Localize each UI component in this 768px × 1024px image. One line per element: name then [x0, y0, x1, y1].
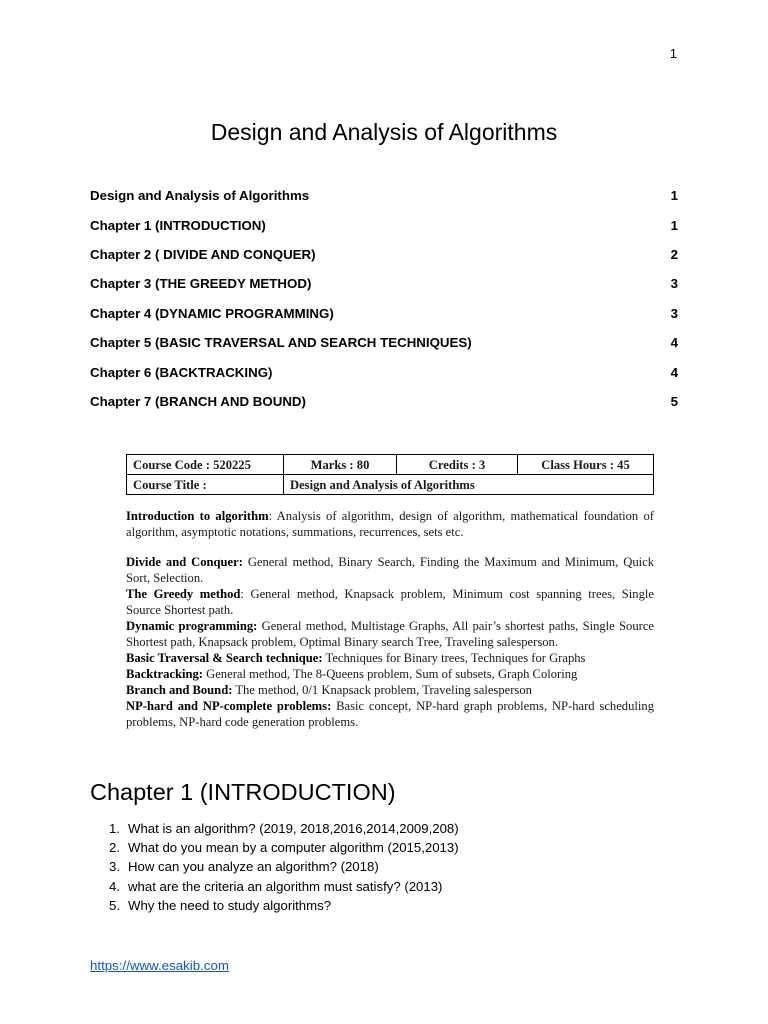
toc-entry-page: 1 — [670, 217, 678, 233]
list-item — [91, 821, 459, 840]
toc-entry-page: 5 — [670, 393, 678, 409]
list-item — [91, 898, 459, 917]
toc-entry[interactable] — [90, 357, 678, 386]
list-item — [91, 879, 459, 898]
list-item-number: 5. — [109, 897, 120, 913]
syllabus-topic — [126, 618, 654, 650]
syllabus-image — [126, 454, 654, 730]
course-title-value-cell: Design and Analysis of Algorithms — [284, 475, 654, 495]
table-of-contents — [90, 181, 678, 416]
course-code-cell: Course Code : 520225 — [127, 455, 284, 475]
list-item-number: 1. — [109, 821, 120, 836]
list-item-text: what are the criteria an algorithm must satisfy? (2013) — [128, 878, 443, 894]
syllabus-topic-text: Basic concept, NP-hard graph problems, NP-hard scheduling problems, NP-hard code generation problems. — [126, 699, 654, 729]
syllabus-topic — [126, 650, 654, 666]
toc-entry-label[interactable]: Chapter 4 (DYNAMIC PROGRAMMING) — [90, 305, 334, 321]
toc-entry-label[interactable]: Chapter 7 (BRANCH AND BOUND) — [90, 393, 306, 409]
syllabus-topic-heading: Branch and Bound: — [126, 683, 233, 697]
list-item-text: What do you mean by a computer algorithm (2015,2013) — [128, 840, 459, 856]
toc-entry-page: 1 — [670, 188, 678, 204]
page-number: 1 — [669, 46, 677, 61]
toc-entry-label[interactable]: Chapter 3 (THE GREEDY METHOD) — [90, 276, 312, 292]
toc-entry-label[interactable]: Chapter 2 ( DIVIDE AND CONQUER) — [90, 246, 316, 262]
toc-entry-page: 3 — [670, 276, 678, 292]
course-title-label-cell — [127, 475, 284, 495]
footer-website-link[interactable]: https://www.esakib.com — [90, 958, 229, 973]
syllabus-topic — [126, 666, 654, 682]
list-item-number: 4. — [109, 878, 120, 894]
course-title-label: Course Title : — [133, 477, 207, 492]
syllabus-topic-text: General method, The 8-Queens problem, Sum of subsets, Graph Coloring — [206, 667, 578, 681]
syllabus-topic-heading: The Greedy method — [126, 587, 241, 601]
syllabus-topic-heading: NP-hard and NP-complete problems: — [126, 699, 332, 713]
syllabus-topic — [126, 698, 654, 730]
list-item — [91, 840, 459, 859]
toc-entry[interactable] — [90, 269, 678, 298]
toc-entry-page: 2 — [670, 246, 678, 262]
toc-entry-page: 3 — [670, 305, 678, 321]
syllabus-topic — [126, 508, 654, 540]
toc-entry[interactable] — [90, 328, 678, 357]
toc-entry-label[interactable]: Chapter 6 (BACKTRACKING) — [90, 364, 273, 380]
syllabus-topic-heading: Backtracking: — [126, 667, 203, 681]
syllabus-topic-separator: : — [240, 587, 251, 601]
toc-entry-label[interactable]: Chapter 5 (BASIC TRAVERSAL AND SEARCH TECHNIQUES) — [90, 335, 472, 351]
list-item-text: What is an algorithm? (2019, 2018,2016,2014,2009,208) — [128, 821, 459, 836]
chapter-heading: Chapter 1 (INTRODUCTION) — [90, 779, 396, 805]
syllabus-topic-heading: Divide and Conquer: — [126, 555, 243, 569]
syllabus-topic-heading: Dynamic programming: — [126, 619, 258, 633]
toc-entry[interactable] — [90, 181, 678, 210]
list-item-text: Why the need to study algorithms? — [128, 897, 332, 913]
list-item — [91, 859, 459, 878]
toc-entry[interactable] — [90, 240, 678, 269]
toc-entry-page: 4 — [670, 364, 678, 380]
course-info-table — [126, 454, 654, 495]
document-title: Design and Analysis of Algorithms — [210, 119, 558, 145]
marks-cell: Marks : 80 — [284, 455, 397, 475]
syllabus-topic-text: General method, Knapsack problem, Minimum cost spanning trees, Single Source Shortest path. — [126, 587, 654, 617]
toc-entry-label[interactable]: Chapter 1 (INTRODUCTION) — [90, 217, 266, 233]
syllabus-topic-heading: Introduction to algorithm — [126, 509, 269, 523]
toc-entry[interactable] — [90, 387, 678, 416]
toc-entry[interactable] — [90, 210, 678, 239]
list-item-number: 2. — [109, 840, 120, 856]
toc-entry-page: 4 — [670, 335, 678, 351]
syllabus-topic — [126, 554, 654, 586]
syllabus-topic-separator: : — [268, 509, 277, 523]
toc-entry[interactable] — [90, 299, 678, 328]
syllabus-topic-heading: Basic Traversal & Search technique: — [126, 651, 323, 665]
syllabus-topic — [126, 586, 654, 618]
syllabus-topic-text: Techniques for Binary trees, Techniques for Graphs — [325, 651, 586, 665]
class-hours-cell: Class Hours : 45 — [518, 455, 654, 475]
list-item-number: 3. — [109, 859, 120, 875]
syllabus-topic — [126, 682, 654, 698]
syllabus-topic-text: General method, Binary Search, Finding the Maximum and Minimum, Quick Sort, Selection. — [126, 555, 654, 585]
credits-cell: Credits : 3 — [397, 455, 518, 475]
syllabus-topic-text: Analysis of algorithm, design of algorithm, mathematical foundation of algorithm, asymptotic notations, summations, recurrences, sets etc. — [126, 509, 654, 539]
syllabus-topic-text: The method, 0/1 Knapsack problem, Traveling salesperson — [235, 683, 532, 697]
list-item-text: How can you analyze an algorithm? (2018) — [128, 859, 379, 875]
syllabus-topic-text: General method, Multistage Graphs, All pair’s shortest paths, Single Source Shortest path, Knapsack problem, Optimal Binary search Tree, Traveling salesperson. — [126, 619, 654, 649]
toc-entry-label[interactable]: Design and Analysis of Algorithms — [90, 188, 310, 204]
question-list — [91, 821, 459, 917]
